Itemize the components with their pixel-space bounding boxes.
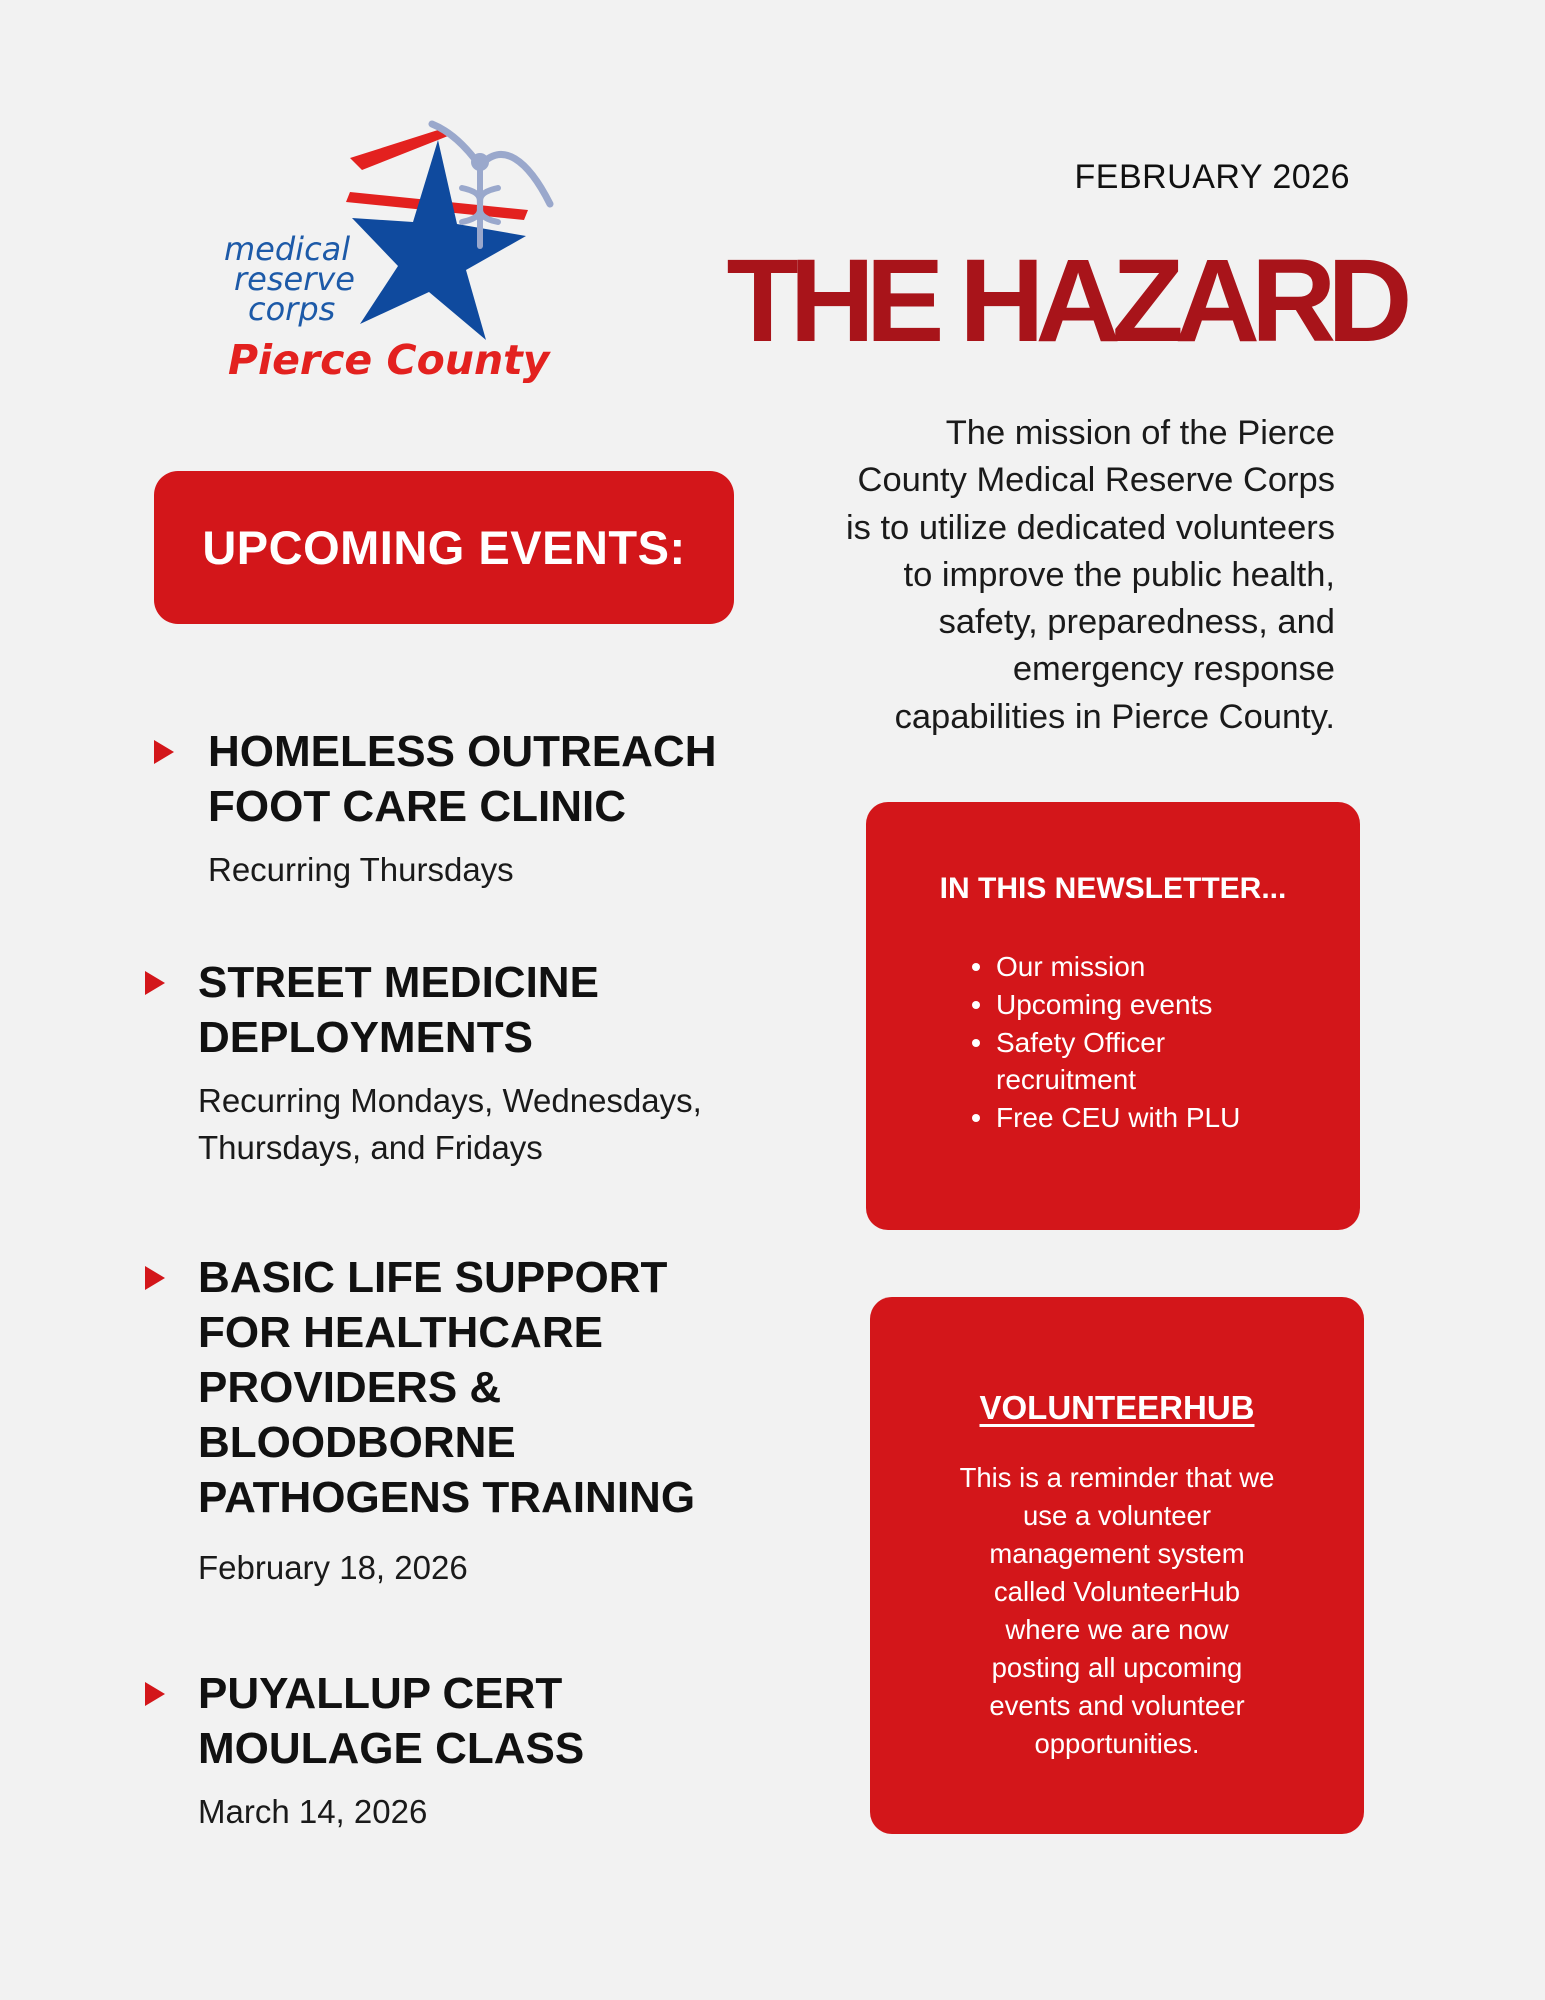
mission-line: capabilities in Pierce County. [894,697,1335,736]
list-item-text: Free CEU with PLU [996,1102,1241,1134]
newsletter-contents-heading: IN THIS NEWSLETTER... [939,872,1287,905]
volunteerhub-line: use a volunteer [1022,1500,1212,1531]
event-title-line: BLOODBORNE [198,1418,516,1467]
mission-statement [790,410,1335,741]
event-title-line: MOULAGE CLASS [198,1724,585,1773]
event-date [198,1544,468,1591]
upcoming-events-banner [154,471,734,624]
event-title-line: STREET MEDICINE [198,958,599,1007]
list-item [996,1024,1326,1100]
mrc-logo-graphic [210,118,570,398]
list-item [996,1099,1326,1137]
list-item-text: recruitment [996,1064,1137,1096]
event-date-line: March 14, 2026 [198,1793,428,1830]
volunteerhub-body [925,1459,1309,1763]
bullet-dot-icon [972,963,980,971]
logo-text-county: Pierce County [228,336,550,384]
event-title-line: HOMELESS OUTREACH [208,727,717,776]
volunteerhub-line: where we are now [1005,1614,1229,1645]
bullet-dot-icon [972,1039,980,1047]
event-title [208,724,808,834]
event-title-line: FOOT CARE CLINIC [208,782,626,831]
event-title [198,955,798,1065]
event-date [198,1077,818,1171]
mission-line: to improve the public health, [903,555,1335,594]
event-title [198,1250,798,1525]
mission-line: emergency response [1012,650,1335,689]
volunteerhub-heading: VOLUNTEERHUB [979,1389,1255,1426]
upcoming-events-label: UPCOMING EVENTS: [202,521,686,574]
list-item-text: Safety Officer [996,1026,1166,1058]
logo-text-medical: medical [224,230,351,268]
event-date-line: February 18, 2026 [198,1549,468,1586]
logo-text-reserve: reserve [234,260,355,298]
event-title-line: PATHOGENS TRAINING [198,1473,696,1522]
logo-star [352,140,526,340]
newsletter-title: THE HAZARD [726,235,1404,367]
volunteerhub-box [870,1297,1364,1834]
mrc-logo [210,118,570,398]
volunteerhub-line: posting all upcoming [991,1652,1243,1683]
triangle-bullet-icon [145,1266,165,1290]
event-title-line: PROVIDERS & [198,1363,502,1412]
logo-text-corps: corps [248,290,336,328]
event-title-line: DEPLOYMENTS [198,1013,533,1062]
volunteerhub-line: management system [989,1538,1245,1569]
event-title-line: BASIC LIFE SUPPORT [198,1253,668,1302]
mission-line: safety, preparedness, and [938,603,1335,642]
triangle-bullet-icon [154,740,174,764]
mission-line: County Medical Reserve Corps [857,461,1335,500]
mission-line: The mission of the Pierce [945,414,1335,452]
triangle-bullet-icon [145,971,165,995]
event-title-line: PUYALLUP CERT [198,1669,563,1718]
list-item-text: Upcoming events [996,988,1213,1020]
bullet-dot-icon [972,1001,980,1009]
bullet-dot-icon [972,1114,980,1122]
volunteerhub-line: events and volunteer [989,1690,1245,1721]
list-item [996,986,1326,1024]
triangle-bullet-icon [145,1682,165,1706]
event-title-line: FOR HEALTHCARE [198,1308,603,1357]
volunteerhub-line: opportunities. [1034,1728,1200,1759]
newsletter-contents-list [996,948,1326,1137]
list-item-text: Our mission [996,951,1146,982]
volunteerhub-line: This is a reminder that we [959,1462,1275,1493]
in-this-newsletter-box [866,802,1360,1230]
issue-date: FEBRUARY 2026 [1074,158,1350,196]
event-date [208,846,514,893]
event-date-line: Thursdays, and Fridays [198,1129,543,1166]
event-date [198,1788,427,1835]
mission-line: is to utilize dedicated volunteers [845,508,1335,547]
event-date-line: Recurring Mondays, Wednesdays, [198,1082,702,1119]
event-title [198,1666,798,1776]
event-date-line: Recurring Thursdays [208,851,514,888]
list-item [996,948,1326,986]
volunteerhub-line: called VolunteerHub [993,1576,1241,1607]
